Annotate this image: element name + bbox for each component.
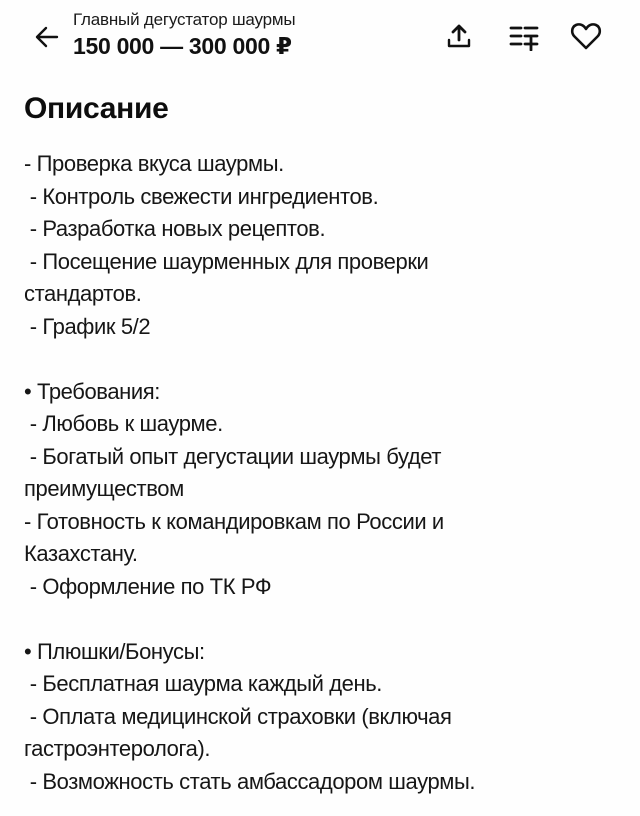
share-button[interactable] <box>443 20 475 52</box>
description-line: - Разработка новых рецептов. <box>24 216 326 241</box>
description-line: - График 5/2 <box>24 313 151 339</box>
description-line: гастроэнтеролога). <box>24 736 211 761</box>
description-line: - Контроль свежести ингредиентов. <box>24 183 379 209</box>
heart-icon <box>570 21 602 51</box>
description-blank-line <box>24 343 624 376</box>
description-line: - Возможность стать амбассадором шаурмы. <box>24 768 476 794</box>
description-line: - Готовность к командировкам по России и <box>24 508 444 534</box>
description-line: - Проверка вкуса шаурмы. <box>24 151 284 176</box>
list-add-icon <box>509 21 539 51</box>
description-line: - Оформление по ТК РФ <box>24 573 272 599</box>
back-button[interactable] <box>32 22 62 52</box>
description-line: - Оплата медицинской страховки (включая <box>24 703 452 729</box>
description-line: Казахстану. <box>24 541 138 566</box>
vacancy-title: Главный дегустатор шаурмы <box>73 10 296 29</box>
description-line: - Посещение шаурменных для проверки <box>24 248 429 274</box>
header-titles <box>73 10 295 60</box>
top-bar <box>0 0 640 72</box>
bonuses-heading: • Плюшки/Бонусы: <box>24 638 205 664</box>
description-line: преимуществом <box>24 476 184 501</box>
description-line: стандартов. <box>24 281 142 306</box>
share-upload-icon <box>444 21 474 51</box>
arrow-left-icon <box>32 22 62 52</box>
salary-range: 150 000 — 300 000 ₽ <box>73 33 292 59</box>
description-line: - Богатый опыт дегустации шаурмы будет <box>24 443 442 469</box>
requirements-heading: • Требования: <box>24 378 161 404</box>
description-line: - Любовь к шаурме. <box>24 411 223 436</box>
description-blank-line <box>24 603 624 636</box>
section-title: Описание <box>24 92 169 125</box>
compare-button[interactable] <box>508 20 540 52</box>
favorite-button[interactable] <box>570 20 602 52</box>
description-line: - Бесплатная шаурма каждый день. <box>24 671 383 696</box>
description-text <box>24 148 624 798</box>
